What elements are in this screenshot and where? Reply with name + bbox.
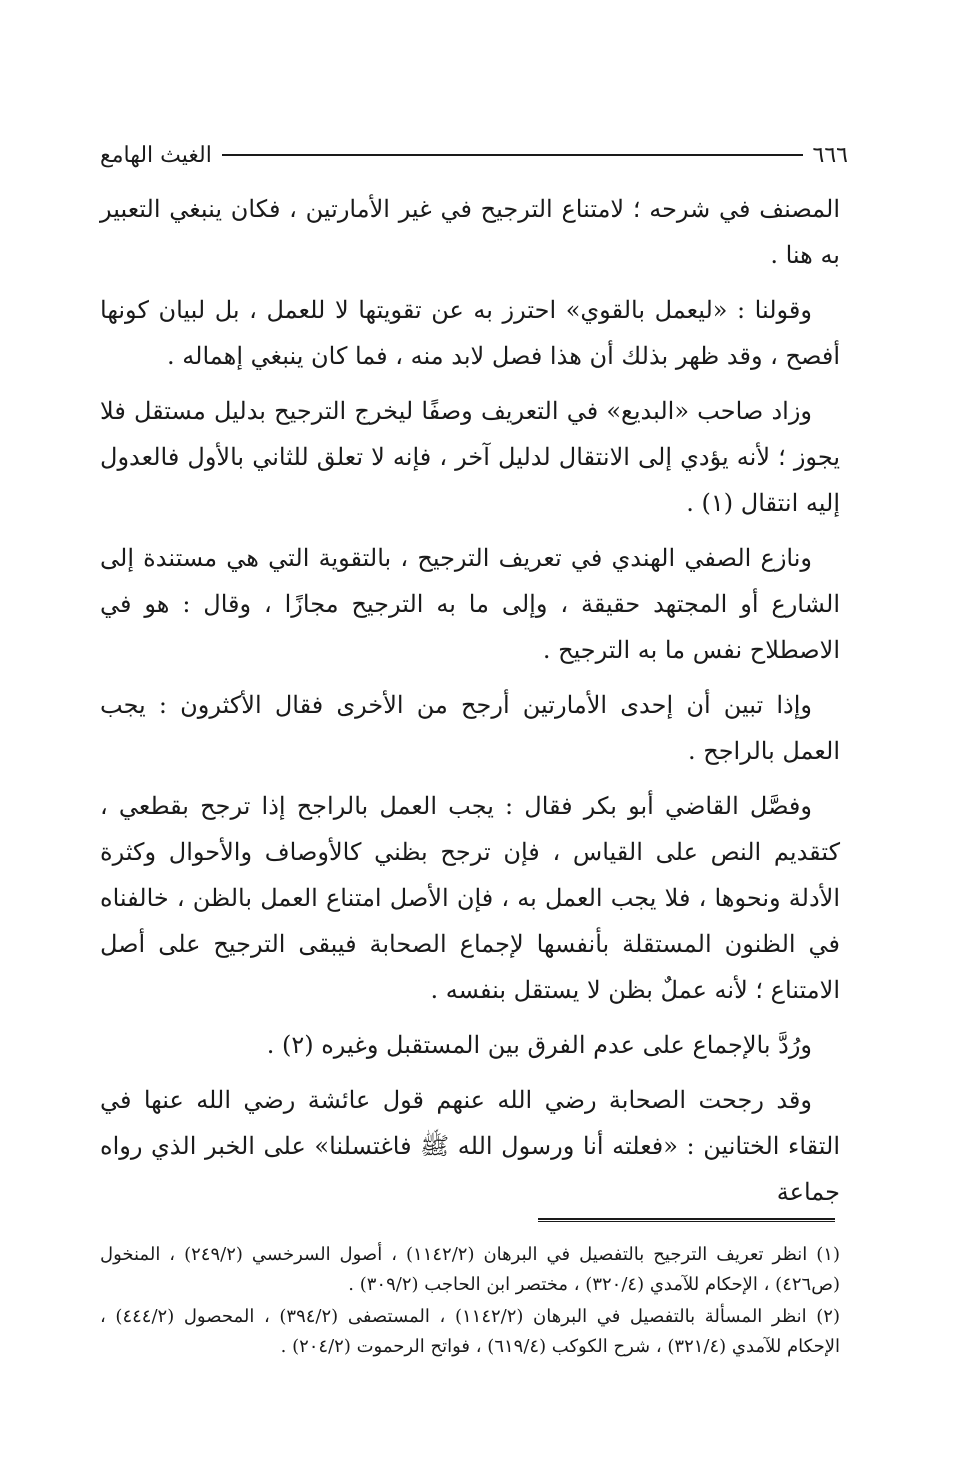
paragraph: المصنف في شرحه ؛ لامتناع الترجيح في غير الأمارتين ، فكان ينبغي التعبير به هنا . [100,195,840,269]
page-number: ٦٦٦ [812,142,848,168]
header-rule [222,154,803,156]
paragraph: وقولنا : «ليعمل بالقوي» احترز به عن تقويتها لا للعمل ، بل لبيان كونها أفصح ، وقد ظهر بذلك أن هذا فصل لابد منه ، فما كان ينبغي إهماله . [100,296,840,370]
book-title: الغيث الهامع [100,142,212,168]
paragraph: ورُدَّ بالإجماع على عدم الفرق بين المستقبل وغيره (٢) . [266,1031,812,1059]
footnote: (١) انظر تعريف الترجيح بالتفصيل في البرهان (١١٤٢/٢) ، أصول السرخسي (٢٤٩/٢) ، المنخول (ص٤٢٦) ، الإحكام للآمدي (٣٢٠/٤) ، مختصر ابن الحاجب (٣٠٩/٢) . [100,1244,840,1295]
paragraph: وفصَّل القاضي أبو بكر فقال : يجب العمل بالراجح إذا ترجح بقطعي ، كتقديم النص على القياس ، فإن ترجح بظني كالأوصاف والأحوال وكثرة الأدلة ونحوها ، فلا يجب العمل به ، فإن الأصل امتناع العمل بالظن ، خالفناه في الظنون المستقلة بأنفسها لإجماع الصحابة فيبقى الترجيح على أصل الامتناع ؛ لأنه عملٌ بظن لا يستقل بنفسه . [100,792,840,1004]
footnote: (٢) انظر المسألة بالتفصيل في البرهان (١١٤٢/٢) ، المستصفى (٣٩٤/٢) ، المحصول (٤٤٤/٢) ، الإحكام للآمدي (٣٢١/٤) ، شرح الكوكب (٦١٩/٤) ، فواتح الرحموت (٢٠٤/٢) . [100,1306,840,1357]
paragraph: وقد رجحت الصحابة رضي الله عنهم قول عائشة رضي الله عنها في التقاء الختانين : «فعلته أنا ورسول الله ﷺ فاغتسلنا» على الخبر الذي رواه جماعة [100,1086,840,1206]
footnote-separator [538,1218,835,1222]
footnotes [100,1240,840,1364]
paragraph: وإذا تبين أن إحدى الأمارتين أرجح من الأخرى فقال الأكثرون : يجب العمل بالراجح . [100,691,840,765]
running-header [100,140,848,170]
main-text [100,186,840,1224]
paragraph: ونازع الصفي الهندي في تعريف الترجيح ، بالتقوية التي هي مستندة إلى الشارع أو المجتهد حقيقة ، وإلى ما به الترجيح مجازًا ، وقال : هو في الاصطلاح نفس ما به الترجيح . [100,544,840,664]
paragraph: وزاد صاحب «البديع» في التعريف وصفًا ليخرج الترجيح بدليل مستقل فلا يجوز ؛ لأنه يؤدي إلى الانتقال لدليل آخر ، فإنه لا تعلق للثاني بالأول فالعدول إليه انتقال (١) . [100,397,840,517]
